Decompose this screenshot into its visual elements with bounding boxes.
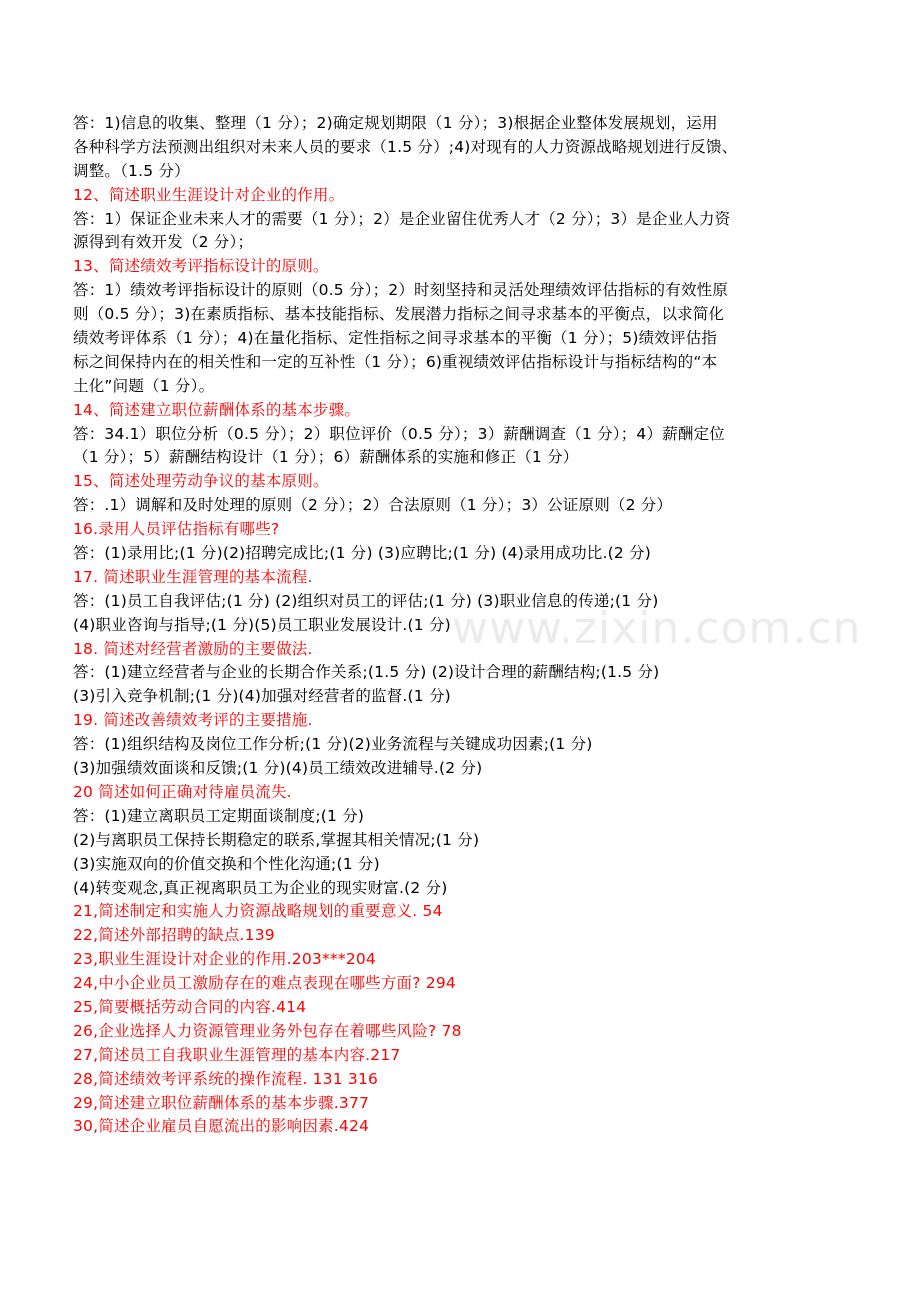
question-heading: 30,简述企业雇员自愿流出的影响因素.424 <box>73 1117 370 1136</box>
question-heading: 22,简述外部招聘的缺点.139 <box>73 926 275 945</box>
question-heading: 15、简述处理劳动争议的基本原则。 <box>73 472 329 491</box>
answer-text: 答：(1)员工自我评估;(1 分) (2)组织对员工的评估;(1 分) (3)职业信息的传递;(1 分) <box>73 591 659 610</box>
answer-text: (2)与离职员工保持长期稳定的联系,掌握其相关情况;(1 分) <box>73 830 480 849</box>
answer-text: 答：(1)录用比;(1 分)(2)招聘完成比;(1 分) (3)应聘比;(1 分) (4)录用成功比.(2 分) <box>73 544 652 563</box>
answer-text: 答：(1)组织结构及岗位工作分析;(1 分)(2)业务流程与关键成功因素;(1 分) <box>73 735 593 754</box>
question-heading: 13、简述绩效考评指标设计的原则。 <box>73 257 329 276</box>
question-heading: 12、简述职业生涯设计对企业的作用。 <box>73 185 345 204</box>
answer-text: 源得到有效开发（2 分）； <box>73 233 254 252</box>
document-body <box>73 112 853 1139</box>
question-heading: 23,职业生涯设计对企业的作用.203***204 <box>73 950 376 969</box>
answer-text: 绩效考评体系（1 分）；4)在量化指标、定性指标之间寻求基本的平衡（1 分）；5)绩效评估指 <box>73 329 718 348</box>
answer-text: (3)引入竞争机制;(1 分)(4)加强对经营者的监督.(1 分) <box>73 687 451 706</box>
answer-text: (4)转变观念,真正视离职员工为企业的现实财富.(2 分) <box>73 878 448 897</box>
answer-text: 答：1）绩效考评指标设计的原则（0.5 分）；2）时刻坚持和灵活处理绩效评估指标的有效性原 <box>73 281 729 300</box>
question-heading: 14、简述建立职位薪酬体系的基本步骤。 <box>73 400 361 419</box>
answer-text: 答：34.1）职位分析（0.5 分）；2）职位评价（0.5 分）；3）薪酬调查（1 分）；4）薪酬定位 <box>73 424 725 443</box>
question-heading: 28,简述绩效考评系统的操作流程. 131 316 <box>73 1069 379 1088</box>
question-heading: 29,简述建立职位薪酬体系的基本步骤.377 <box>73 1093 370 1112</box>
answer-text: 调整。（1.5 分） <box>73 161 190 180</box>
answer-text: 土化”问题（1 分）。 <box>73 376 215 395</box>
answer-text: (3)实施双向的价值交换和个性化沟通;(1 分) <box>73 854 380 873</box>
answer-text: 答：1)信息的收集、整理（1 分）；2)确定规划期限（1 分）；3)根据企业整体发展规划，运用 <box>73 114 718 132</box>
question-heading: 21,简述制定和实施人力资源战略规划的重要意义. 54 <box>73 902 443 921</box>
question-heading: 27,简述员工自我职业生涯管理的基本内容.217 <box>73 1045 401 1064</box>
answer-text: 各种科学方法预测出组织对未来人员的要求（1.5 分）;4)对现有的人力资源战略规划进行反馈、 <box>73 137 738 156</box>
question-heading: 25,简要概括劳动合同的内容.414 <box>73 997 307 1016</box>
question-heading: 19. 简述改善绩效考评的主要措施. <box>73 711 313 730</box>
question-heading: 17. 简述职业生涯管理的基本流程. <box>73 567 313 586</box>
question-heading: 26,企业选择人力资源管理业务外包存在着哪些风险? 78 <box>73 1021 462 1040</box>
answer-text: (4)职业咨询与指导;(1 分)(5)员工职业发展设计.(1 分) <box>73 615 451 634</box>
answer-text: （1 分）；5）薪酬结构设计（1 分）；6）薪酬体系的实施和修正（1 分） <box>73 448 579 467</box>
answer-text: 答：(1)建立离职员工定期面谈制度;(1 分) <box>73 806 365 825</box>
answer-text: 则（0.5 分）；3)在素质指标、基本技能指标、发展潜力指标之间寻求基本的平衡点，以求简化 <box>73 305 725 324</box>
answer-text: 答：1）保证企业未来人才的需要（1 分）；2）是企业留住优秀人才（2 分）；3）是企业人力资 <box>73 209 731 228</box>
answer-text: 答：.1）调解和及时处理的原则（2 分）；2）合法原则（1 分）；3）公证原则（2 分） <box>73 496 673 515</box>
watermark: www.zixin.com.cn <box>452 603 862 654</box>
question-heading: 24,中小企业员工激励存在的难点表现在哪些方面? 294 <box>73 974 456 993</box>
question-heading: 16.录用人员评估指标有哪些? <box>73 520 280 539</box>
question-heading: 20 简述如何正确对待雇员流失. <box>73 782 292 801</box>
answer-text: 标之间保持内在的相关性和一定的互补性（1 分）；6)重视绩效评估指标设计与指标结构的“本 <box>73 352 718 371</box>
question-heading: 18. 简述对经营者激励的主要做法. <box>73 639 313 658</box>
answer-text: 答：(1)建立经营者与企业的长期合作关系;(1.5 分) (2)设计合理的薪酬结构;(1.5 分) <box>73 663 660 682</box>
answer-text: (3)加强绩效面谈和反馈;(1 分)(4)员工绩效改进辅导.(2 分) <box>73 759 483 778</box>
